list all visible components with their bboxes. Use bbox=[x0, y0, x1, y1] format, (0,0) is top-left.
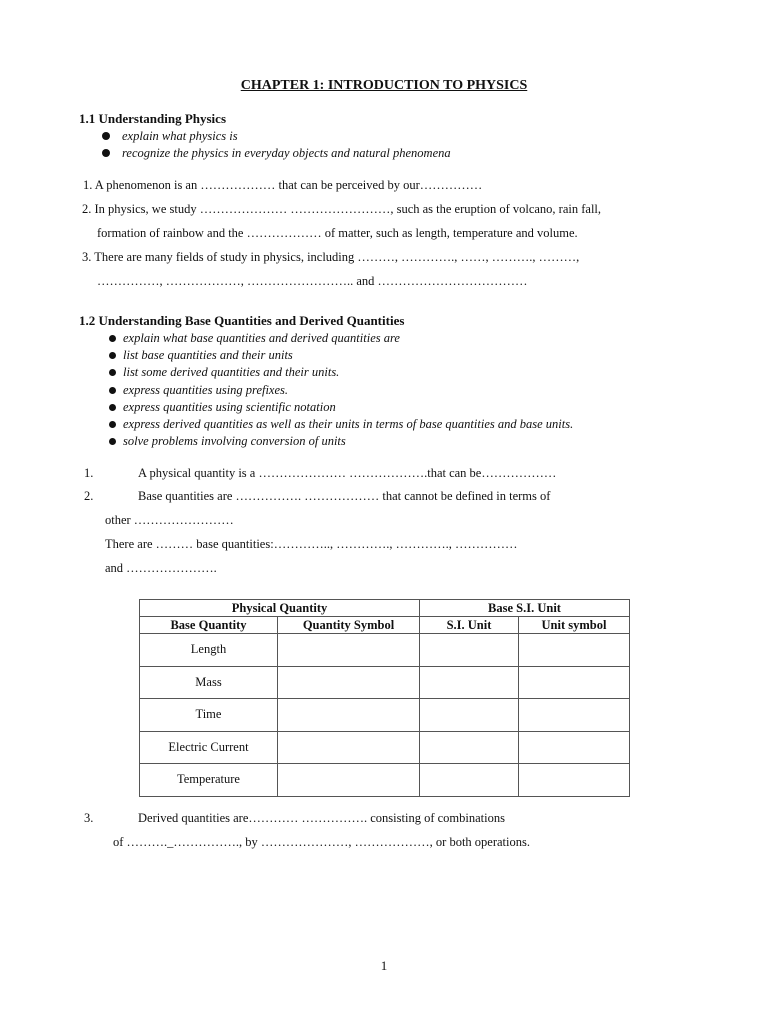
item-continuation: and …………………. bbox=[105, 561, 217, 575]
bullet-icon bbox=[109, 335, 116, 342]
page-number: 1 bbox=[380, 958, 388, 973]
objective-item: list some derived quantities and their units. bbox=[123, 364, 573, 381]
objective-item: explain what physics is bbox=[122, 128, 451, 145]
blank-cell[interactable] bbox=[420, 731, 519, 764]
table-cell: Electric Current bbox=[140, 731, 278, 764]
table-header-row bbox=[140, 617, 630, 634]
section-1-2-objectives bbox=[123, 330, 573, 450]
question-line: formation of rainbow and the ……………… of matter, such as length, temperature and volume. bbox=[97, 226, 578, 240]
section-1-2-heading: 1.2 Understanding Base Quantities and Derived Quantities bbox=[79, 313, 405, 328]
item-continuation: There are ……… base quantities:………….., …………., …………., …………… bbox=[105, 537, 518, 551]
table-row bbox=[140, 731, 630, 764]
table-group-header: Physical Quantity bbox=[140, 600, 420, 617]
objective-item: list base quantities and their units bbox=[123, 347, 573, 364]
item-number: 2. bbox=[84, 489, 94, 503]
bullet-icon bbox=[109, 404, 116, 411]
blank-cell[interactable] bbox=[278, 764, 420, 797]
objective-item: recognize the physics in everyday objects and natural phenomena bbox=[122, 145, 451, 162]
section-1-1-objectives bbox=[122, 128, 451, 162]
blank-cell[interactable] bbox=[519, 634, 630, 667]
table-cell: Time bbox=[140, 699, 278, 732]
section-1-1-heading: 1.1 Understanding Physics bbox=[79, 111, 226, 126]
item-number: 3. bbox=[84, 811, 94, 825]
blank-cell[interactable] bbox=[420, 699, 519, 732]
table-cell: Mass bbox=[140, 666, 278, 699]
table-row bbox=[140, 699, 630, 732]
question-line: 2. In physics, we study ………………… ……………………, such as the eruption of volcano, rain fall, bbox=[82, 202, 602, 216]
item-text: A physical quantity is a ………………… ……………….that can be……………… bbox=[138, 466, 557, 480]
page-title: CHAPTER 1: INTRODUCTION TO PHYSICS bbox=[240, 78, 528, 93]
question-line: 1. A phenomenon is an ……………… that can be perceived by our…………… bbox=[83, 178, 483, 192]
bullet-icon bbox=[102, 149, 110, 157]
table-row bbox=[140, 764, 630, 797]
blank-cell[interactable] bbox=[278, 666, 420, 699]
table-group-header-row bbox=[140, 600, 630, 617]
table-column-header: Unit symbol bbox=[519, 617, 630, 634]
blank-cell[interactable] bbox=[278, 699, 420, 732]
blank-cell[interactable] bbox=[420, 666, 519, 699]
blank-cell[interactable] bbox=[278, 634, 420, 667]
table-column-header: Base Quantity bbox=[140, 617, 278, 634]
blank-cell[interactable] bbox=[519, 731, 630, 764]
bullet-icon bbox=[109, 438, 116, 445]
item-continuation: other …………………… bbox=[105, 513, 234, 527]
item-text: Base quantities are ……………. ……………… that cannot be defined in terms of bbox=[138, 489, 551, 503]
item-text: Derived quantities are………… ……………. consisting of combinations bbox=[138, 811, 505, 825]
objective-item: express derived quantities as well as their units in terms of base quantities and base units. bbox=[123, 416, 573, 433]
bullet-icon bbox=[109, 369, 116, 376]
blank-cell[interactable] bbox=[519, 666, 630, 699]
item-number: 1. bbox=[84, 466, 94, 480]
item-continuation: of ………._……………., by …………………, ………………, or both operations. bbox=[113, 835, 530, 849]
objective-item: explain what base quantities and derived quantities are bbox=[123, 330, 573, 347]
bullet-icon bbox=[109, 421, 116, 428]
table-row bbox=[140, 634, 630, 667]
table-column-header: Quantity Symbol bbox=[278, 617, 420, 634]
blank-cell[interactable] bbox=[278, 731, 420, 764]
table-row bbox=[140, 666, 630, 699]
base-quantities-table bbox=[139, 599, 630, 797]
blank-cell[interactable] bbox=[420, 764, 519, 797]
blank-cell[interactable] bbox=[420, 634, 519, 667]
table-cell: Temperature bbox=[140, 764, 278, 797]
question-line: 3. There are many fields of study in physics, including ………, …………., ……, ………., ………, bbox=[82, 250, 580, 264]
blank-cell[interactable] bbox=[519, 699, 630, 732]
table-cell: Length bbox=[140, 634, 278, 667]
objective-item: solve problems involving conversion of units bbox=[123, 433, 573, 450]
bullet-icon bbox=[102, 132, 110, 140]
table-group-header: Base S.I. Unit bbox=[420, 600, 630, 617]
blank-cell[interactable] bbox=[519, 764, 630, 797]
bullet-icon bbox=[109, 387, 116, 394]
table-column-header: S.I. Unit bbox=[420, 617, 519, 634]
bullet-icon bbox=[109, 352, 116, 359]
objective-item: express quantities using prefixes. bbox=[123, 382, 573, 399]
question-line: ……………, ………………, …………………….. and ……………………………… bbox=[97, 274, 528, 288]
objective-item: express quantities using scientific notation bbox=[123, 399, 573, 416]
